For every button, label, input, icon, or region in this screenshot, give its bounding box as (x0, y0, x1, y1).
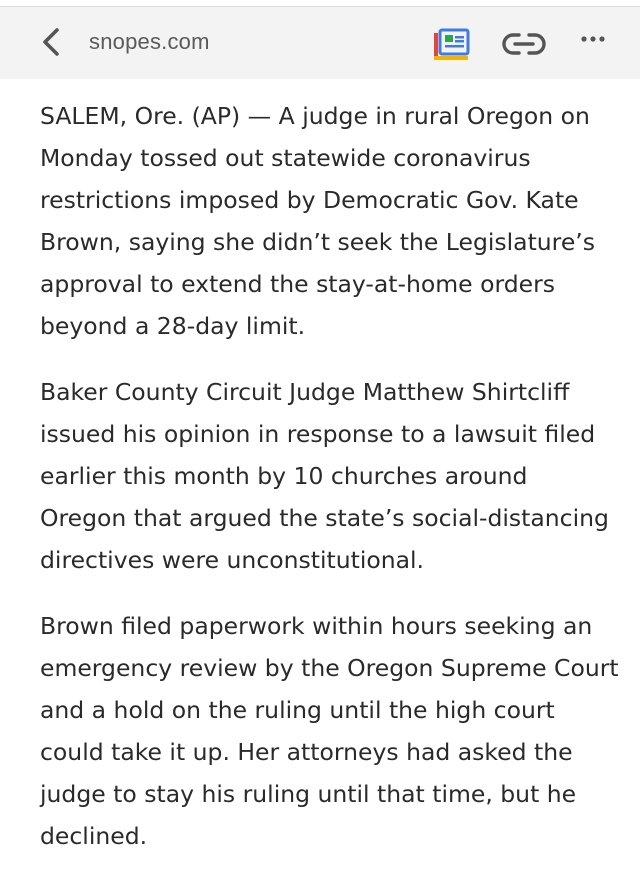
article-paragraph-2: Baker County Circuit Judge Matthew Shirtcliff issued his opinion in response to a lawsuit filed earlier this month by 10 churches around Oregon that argued the state’s social-distancing directives were unconstitutional. (40, 378, 609, 574)
browser-toolbar (0, 7, 640, 79)
reader-view-button[interactable] (432, 27, 472, 63)
link-icon (500, 29, 548, 59)
url-label[interactable]: snopes.com (89, 29, 210, 54)
article-body (40, 95, 620, 881)
status-bar-strip (0, 0, 640, 7)
more-dots-icon (578, 29, 608, 49)
chevron-left-icon (40, 27, 62, 57)
back-button[interactable] (34, 25, 68, 59)
copy-link-button[interactable] (500, 29, 548, 59)
reader-view-icon (432, 27, 472, 63)
more-options-button[interactable] (578, 29, 608, 49)
article-paragraph-3: Brown filed paperwork within hours seeking an emergency review by the Oregon Supreme Court and a hold on the ruling until the high court could take it up. Her attorneys had asked the judge to stay his ruling until that time, but he declined. (40, 612, 619, 850)
article-paragraph-1: SALEM, Ore. (AP) — A judge in rural Oregon on Monday tossed out statewide coronavirus restrictions imposed by Democratic Gov. Kate Brown, saying she didn’t seek the Legislature’s approval to extend the stay-at-home orders beyond a 28-day limit. (40, 102, 595, 340)
